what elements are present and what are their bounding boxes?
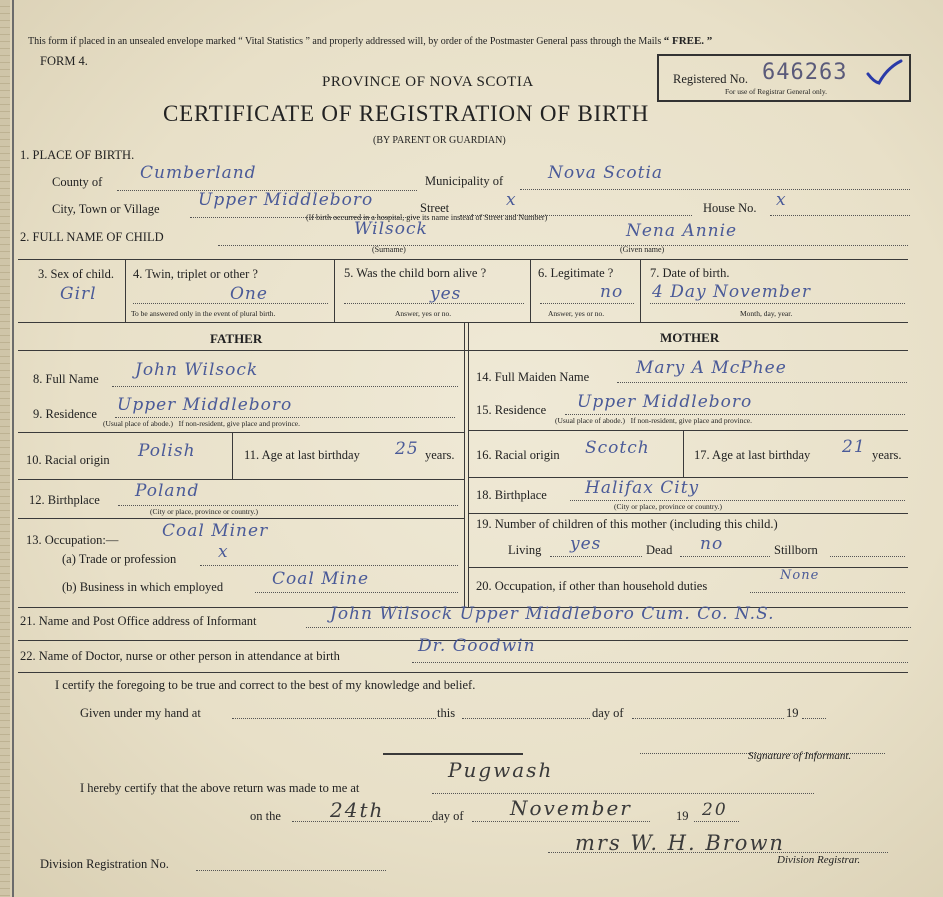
- father-racial-value: Polish: [138, 441, 196, 461]
- postal-notice-text: This form if placed in an unsealed envelope marked “ Vital Statistics ” and properly addressed will, by order of the Postmaster General pass through the Mails: [28, 36, 662, 47]
- this-label: this: [437, 706, 456, 720]
- municipality-label: Municipality of: [425, 174, 504, 188]
- registrar-certify-text: I hereby certify that the above return was made to me at: [80, 781, 360, 795]
- division-registrar-label: Division Registrar.: [777, 854, 861, 866]
- father-residence-label: 9. Residence: [33, 407, 97, 421]
- date-of-birth-label: 7. Date of birth.: [650, 266, 730, 280]
- registration-year-suffix: 20: [702, 800, 728, 820]
- doctor-value: Dr. Goodwin: [418, 636, 536, 656]
- division-registration-no-label: Division Registration No.: [40, 857, 169, 871]
- child-given-value: Nena Annie: [626, 221, 738, 241]
- father-residence-note-a: (Usual place of abode.): [103, 419, 173, 428]
- child-name-label: 2. FULL NAME OF CHILD: [20, 230, 164, 244]
- registered-note: For use of Registrar General only.: [725, 87, 827, 96]
- place-of-birth-heading: 1. PLACE OF BIRTH.: [20, 148, 135, 162]
- father-racial-label: 10. Racial origin: [26, 453, 110, 467]
- mother-birthplace-label: 18. Birthplace: [476, 488, 547, 502]
- mother-birthplace-value: Halifax City: [585, 478, 700, 498]
- signature-of-informant-label: Signature of Informant.: [748, 750, 852, 762]
- father-name-label: 8. Full Name: [33, 372, 99, 386]
- father-residence-note: [103, 419, 300, 428]
- legitimate-value: no: [600, 282, 624, 302]
- province-heading: PROVINCE OF NOVA SCOTIA: [322, 74, 534, 90]
- registration-day-value: 24th: [330, 798, 385, 822]
- page-subtitle: (BY PARENT OR GUARDIAN): [373, 135, 506, 146]
- torn-binding-edge: [0, 0, 10, 897]
- alive-note: Answer, yes or no.: [395, 309, 452, 318]
- registrar-signature: mrs W. H. Brown: [575, 831, 785, 855]
- day-of-label-2: day of: [432, 809, 464, 823]
- father-trade-value: x: [218, 542, 229, 562]
- mother-years-label: years.: [872, 448, 902, 462]
- father-name-value: John Wilsock: [135, 360, 259, 380]
- given-name-caption: (Given name): [620, 245, 665, 254]
- mother-age-value: 21: [842, 437, 866, 457]
- father-years-label: years.: [425, 448, 455, 462]
- city-value: Upper Middleboro: [198, 190, 374, 210]
- mother-racial-value: Scotch: [585, 438, 650, 458]
- mother-occupation-label: 20. Occupation, if other than household duties: [476, 579, 708, 593]
- sex-label: 3. Sex of child.: [38, 267, 115, 281]
- mother-residence-label: 15. Residence: [476, 403, 547, 417]
- street-label: Street: [420, 201, 450, 215]
- mother-age-label: 17. Age at last birthday: [694, 448, 811, 462]
- mother-residence-note-b: If non-resident, give place and province.: [630, 416, 753, 425]
- legitimate-label: 6. Legitimate ?: [538, 266, 614, 280]
- municipality-value: Nova Scotia: [548, 163, 664, 183]
- sex-value: Girl: [60, 284, 97, 304]
- mother-living-value: yes: [570, 534, 602, 554]
- house-label: House No.: [703, 201, 757, 215]
- twin-note: To be answered only in the event of plural birth.: [131, 309, 276, 318]
- informant-label: 21. Name and Post Office address of Informant: [20, 614, 257, 628]
- year-prefix: 19: [786, 706, 799, 720]
- street-value: x: [506, 190, 517, 210]
- father-age-label: 11. Age at last birthday: [244, 448, 360, 462]
- county-label: County of: [52, 175, 103, 189]
- form-number: FORM 4.: [40, 54, 88, 68]
- registered-no-box: [657, 54, 911, 102]
- mother-residence-note-a: (Usual place of abode.): [555, 416, 625, 425]
- checkmark-icon: [865, 58, 903, 86]
- father-heading: FATHER: [210, 331, 263, 346]
- father-birthplace-value: Poland: [135, 481, 200, 501]
- father-business-value: Coal Mine: [272, 569, 370, 589]
- mother-racial-label: 16. Racial origin: [476, 448, 560, 462]
- registrar-place-value: Pugwash: [448, 758, 554, 782]
- mother-name-label: 14. Full Maiden Name: [476, 370, 590, 384]
- mother-occupation-value: None: [780, 568, 820, 583]
- city-label: City, Town or Village: [52, 202, 160, 216]
- county-value: Cumberland: [140, 163, 257, 183]
- page-title: CERTIFICATE OF REGISTRATION OF BIRTH: [163, 101, 650, 126]
- mother-residence-note: [555, 416, 752, 425]
- registration-year-prefix: 19: [676, 809, 689, 823]
- registration-month-value: November: [510, 796, 632, 820]
- postal-notice-free: “ FREE. ”: [663, 35, 713, 47]
- father-residence-value: Upper Middleboro: [117, 395, 293, 415]
- father-occupation-label: 13. Occupation:—: [26, 533, 119, 547]
- mother-dead-value: no: [700, 534, 724, 554]
- twin-value: One: [230, 284, 268, 304]
- father-occupation-value: Coal Miner: [162, 521, 269, 541]
- doctor-label: 22. Name of Doctor, nurse or other person in attendance at birth: [20, 649, 340, 663]
- alive-value: yes: [430, 284, 462, 304]
- registered-label: Registered No.: [673, 72, 748, 86]
- mother-name-value: Mary A McPhee: [636, 358, 787, 378]
- father-age-value: 25: [395, 439, 419, 459]
- date-of-birth-value: 4 Day November: [652, 282, 811, 302]
- binding-rule: [12, 0, 14, 897]
- certify-statement: I certify the foregoing to be true and correct to the best of my knowledge and belief.: [55, 678, 476, 692]
- mother-residence-value: Upper Middleboro: [577, 392, 753, 412]
- alive-label: 5. Was the child born alive ?: [344, 266, 487, 280]
- given-under-hand-label: Given under my hand at: [80, 706, 201, 720]
- father-business-label: (b) Business in which employed: [62, 580, 224, 594]
- father-birthplace-label: 12. Birthplace: [29, 493, 100, 507]
- informant-value: John Wilsock Upper Middleboro Cum. Co. N.S.: [330, 604, 775, 624]
- postal-notice: [28, 35, 712, 47]
- mother-stillborn-label: Stillborn: [774, 543, 818, 557]
- legitimate-note: Answer, yes or no.: [548, 309, 605, 318]
- mother-heading: MOTHER: [660, 330, 720, 345]
- child-surname-value: Wilsock: [354, 219, 428, 239]
- surname-caption: (Surname): [372, 245, 406, 254]
- twin-label: 4. Twin, triplet or other ?: [133, 267, 258, 281]
- registered-number: 646263: [762, 60, 848, 85]
- date-of-birth-note: Month, day, year.: [740, 309, 793, 318]
- mother-dead-label: Dead: [646, 543, 673, 557]
- hospital-note: (If birth occurred in a hospital, give its name instead of Street and Number): [306, 213, 548, 222]
- father-residence-note-b: If non-resident, give place and province.: [178, 419, 301, 428]
- day-of-label: day of: [592, 706, 624, 720]
- mother-living-label: Living: [508, 543, 542, 557]
- father-trade-label: (a) Trade or profession: [62, 552, 177, 566]
- father-birthplace-note: (City or place, province or country.): [150, 507, 259, 516]
- mother-birthplace-note: (City or place, province or country.): [614, 502, 723, 511]
- on-the-label: on the: [250, 809, 281, 823]
- house-value: x: [776, 190, 787, 210]
- mother-children-label: 19. Number of children of this mother (including this child.): [476, 517, 778, 531]
